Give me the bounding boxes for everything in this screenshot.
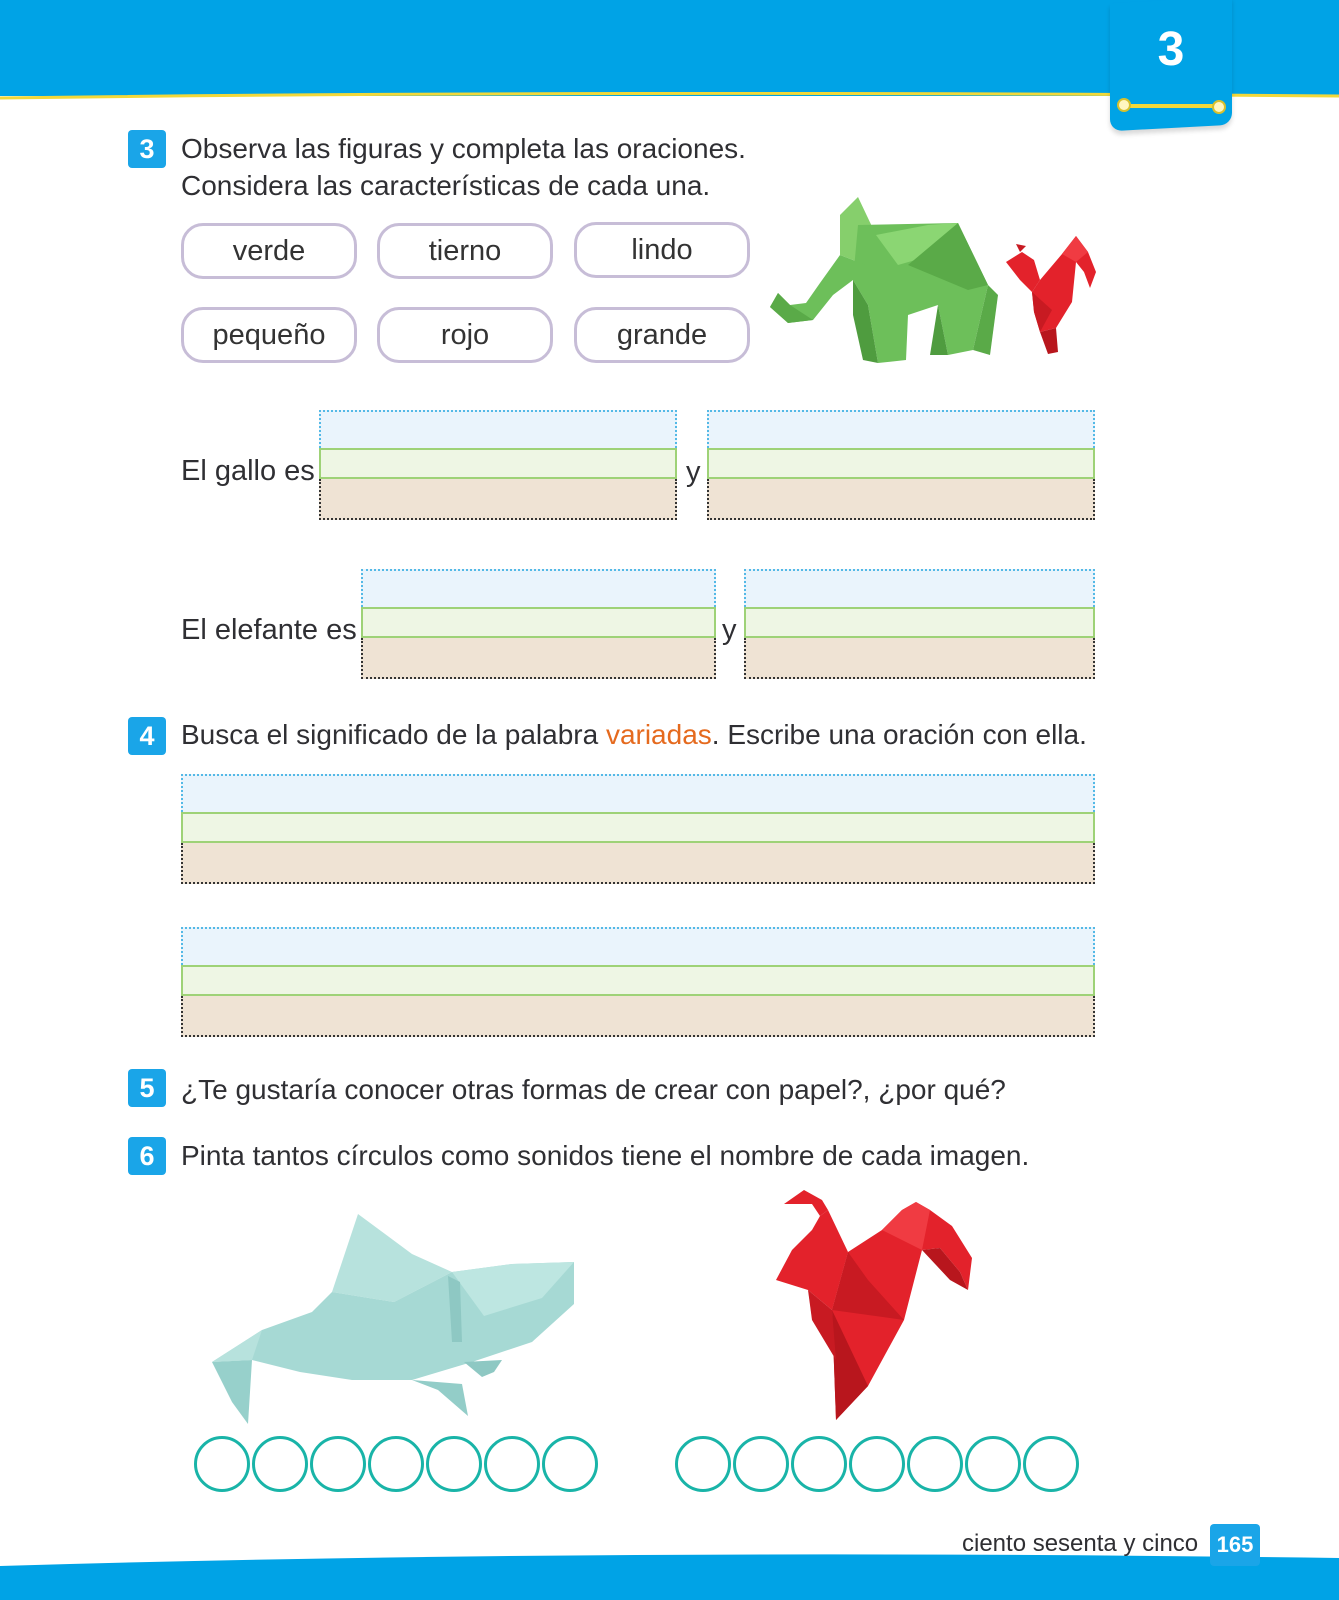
- word-chip: lindo: [574, 222, 750, 278]
- sound-circle[interactable]: [907, 1436, 963, 1492]
- writing-line[interactable]: [361, 569, 716, 679]
- activity4-text-after: . Escribe una oración con ella.: [711, 719, 1087, 750]
- activity5-instruction: ¿Te gustaría conocer otras formas de crear con papel?, ¿por qué?: [181, 1074, 1006, 1105]
- writing-line[interactable]: [181, 927, 1095, 1037]
- unit-tab-line: [1122, 104, 1220, 108]
- connector-y: y: [686, 456, 701, 488]
- activity4-instruction: [181, 719, 1087, 751]
- activity4-text-before: Busca el significado de la palabra: [181, 719, 606, 750]
- sound-circle[interactable]: [965, 1436, 1021, 1492]
- unit-line-dot-right: [1212, 100, 1226, 114]
- sound-circle[interactable]: [310, 1436, 366, 1492]
- sound-circle[interactable]: [733, 1436, 789, 1492]
- writing-line[interactable]: [319, 410, 677, 520]
- sound-circle[interactable]: [252, 1436, 308, 1492]
- activity-number-badge: 4: [128, 717, 166, 755]
- highlight-word-variadas: variadas: [605, 719, 712, 750]
- sound-circle[interactable]: [675, 1436, 731, 1492]
- word-chip: grande: [574, 307, 750, 363]
- writing-line[interactable]: [707, 410, 1095, 520]
- page-number: 165: [1210, 1524, 1260, 1566]
- unit-number: 3: [1157, 23, 1185, 76]
- sound-circle[interactable]: [194, 1436, 250, 1492]
- activity3-instruction-line1: Observa las figuras y completa las oraciones.: [181, 133, 746, 164]
- activity-number-badge: 3: [128, 130, 166, 168]
- sound-circle[interactable]: [791, 1436, 847, 1492]
- word-chip: tierno: [377, 223, 553, 279]
- origami-shark-image: [212, 1212, 582, 1427]
- sound-circle[interactable]: [484, 1436, 540, 1492]
- sound-circle[interactable]: [849, 1436, 905, 1492]
- sound-circle[interactable]: [368, 1436, 424, 1492]
- activity6-instruction: Pinta tantos círculos como sonidos tiene el nombre de cada imagen.: [181, 1140, 1030, 1171]
- sound-circle[interactable]: [1023, 1436, 1079, 1492]
- unit-line-dot-left: [1117, 98, 1131, 112]
- page-number-words: ciento sesenta y cinco: [962, 1530, 1199, 1557]
- writing-line[interactable]: [744, 569, 1095, 679]
- activity-number-badge: 6: [128, 1137, 166, 1175]
- sound-circle[interactable]: [426, 1436, 482, 1492]
- origami-elephant-image: [758, 195, 1003, 370]
- sentence-elefante-prefix: El elefante es: [181, 614, 357, 646]
- connector-y: y: [722, 614, 737, 646]
- word-chip: verde: [181, 223, 357, 279]
- sentence-gallo-prefix: El gallo es: [181, 455, 315, 487]
- word-chip: rojo: [377, 307, 553, 363]
- writing-line[interactable]: [181, 774, 1095, 884]
- circles-row-shark: [194, 1436, 596, 1494]
- origami-rooster-image: [772, 1190, 977, 1425]
- origami-rooster-image: [992, 232, 1102, 362]
- activity3-instruction-line2: Considera las características de cada una.: [181, 170, 711, 201]
- word-chip: pequeño: [181, 307, 357, 363]
- activity-number-badge: 5: [128, 1069, 166, 1107]
- circles-row-rooster: [675, 1436, 1077, 1494]
- sound-circle[interactable]: [542, 1436, 598, 1492]
